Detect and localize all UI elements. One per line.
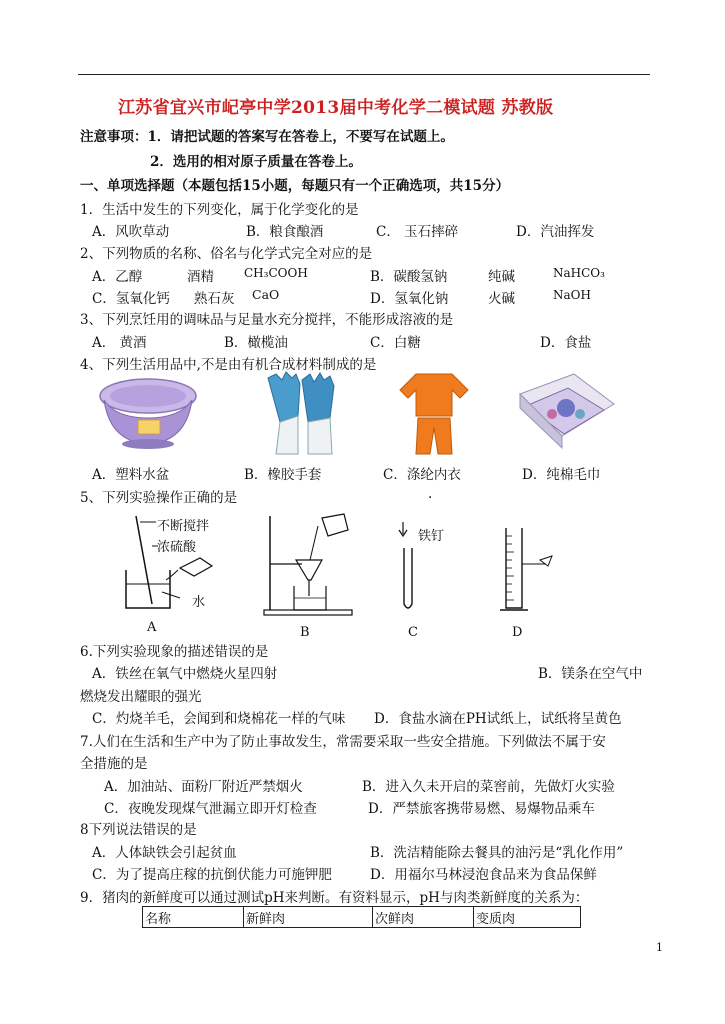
q4-option-c: C．涤纶内衣 xyxy=(383,467,461,483)
q8-option-a: A．人体缺铁会引起贫血 xyxy=(92,845,237,861)
question-7-stem: 7.人们在生活和生产中为了防止事故发生，常需要采取一些安全措施。下列做法不属于安 xyxy=(80,734,606,750)
question-2-stem: 2、下列物质的名称、俗名与化学式完全对应的是 xyxy=(80,246,373,262)
q4-option-d: D．纯棉毛巾 xyxy=(522,467,601,483)
plastic-basin-image xyxy=(98,374,198,452)
cotton-towel-image xyxy=(516,370,616,456)
polyester-underwear-image xyxy=(396,370,472,456)
table-header-cell: 名称 xyxy=(143,907,244,928)
q2-option-c-common: 熟石灰 xyxy=(194,291,235,307)
q2-option-d-name: D．氢氧化钠 xyxy=(370,291,449,307)
rubber-gloves-image xyxy=(262,370,342,456)
q2-option-b-formula: NaHCO₃ xyxy=(553,266,605,280)
q1-option-a: A．风吹草动 xyxy=(92,224,170,240)
q7-option-d: D．严禁旅客携带易燃、易爆物品乘车 xyxy=(368,801,595,817)
figure-label-d: D xyxy=(512,625,523,640)
figure-label-c: C xyxy=(408,625,418,640)
question-9-stem: 9．猪肉的新鲜度可以通过测试pH来判断。有资料显示，pH与肉类新鲜度的关系为： xyxy=(80,890,589,906)
q7-option-c: C．夜晚发现煤气泄漏立即开灯检查 xyxy=(104,801,317,817)
q6-option-d: D．食盐水滴在PH试纸上，试纸将呈黄色 xyxy=(374,711,622,727)
q3-option-c: C．白糖 xyxy=(370,335,421,351)
q8-option-c: C．为了提高庄稼的抗倒伏能力可施钾肥 xyxy=(92,867,332,883)
question-5-stem: 5、下列实验操作正确的是 xyxy=(80,490,238,506)
label-concentrated-acid: 浓硫酸 xyxy=(157,540,197,555)
section-heading: 一、单项选择题（本题包括15小题，每题只有一个正确选项，共15分） xyxy=(80,178,510,194)
q7-option-b: B．进入久未开启的菜窖前，先做灯火实验 xyxy=(362,779,615,795)
ph-freshness-table xyxy=(142,906,581,928)
question-4-stem: 4、下列生活用品中,不是由有机合成材料制成的是 xyxy=(80,357,377,373)
q6-option-b: B．镁条在空气中 xyxy=(538,666,643,682)
figure-label-b: B xyxy=(300,625,310,640)
q2-option-a-common: 酒精 xyxy=(187,269,214,285)
question-8-stem: 8下列说法错误的是 xyxy=(80,822,197,838)
q1-option-d: D．汽油挥发 xyxy=(516,224,595,240)
table-row xyxy=(143,907,581,928)
q2-option-b-name: B．碳酸氢钠 xyxy=(370,269,448,285)
q6-option-b-continued: 燃烧发出耀眼的强光 xyxy=(80,689,202,705)
q4-option-a: A．塑料水盆 xyxy=(92,467,170,483)
question-3-stem: 3、下列烹饪用的调味品与足量水充分搅拌，不能形成溶液的是 xyxy=(80,312,454,328)
q4-option-b: B．橡胶手套 xyxy=(244,467,322,483)
notice-line-1: 注意事项：1．请把试题的答案写在答卷上，不要写在试题上。 xyxy=(80,129,454,145)
q6-option-a: A．铁丝在氧气中燃烧火星四射 xyxy=(92,666,278,682)
question-7-stem-continued: 全措施的是 xyxy=(80,756,148,772)
q3-option-a: A． 黄酒 xyxy=(92,335,147,351)
table-header-cell: 次鲜肉 xyxy=(373,907,474,928)
q2-option-a-name: A．乙醇 xyxy=(92,269,143,285)
q2-option-d-formula: NaOH xyxy=(553,288,591,302)
q2-option-a-formula: CH₃COOH xyxy=(244,266,308,280)
q6-option-c: C．灼烧羊毛，会闻到和烧棉花一样的气味 xyxy=(92,711,346,727)
test-tube-apparatus-c xyxy=(398,520,418,614)
q2-option-d-common: 火碱 xyxy=(488,291,515,307)
q2-option-c-name: C．氢氧化钙 xyxy=(92,291,170,307)
page-title: 江苏省宜兴市屺亭中学2013届中考化学二模试题 苏教版 xyxy=(118,98,554,118)
q1-option-c: C． 玉石摔碎 xyxy=(376,224,459,240)
figure-label-a: A xyxy=(147,620,157,635)
q8-option-d: D．用福尔马林浸泡食品来为食品保鲜 xyxy=(370,867,597,883)
question-6-stem: 6.下列实验现象的描述错误的是 xyxy=(80,644,269,660)
label-stirring: 不断搅拌 xyxy=(157,519,210,534)
table-header-cell: 变质肉 xyxy=(474,907,581,928)
q5-dot: . xyxy=(428,486,433,502)
q2-option-b-common: 纯碱 xyxy=(488,269,515,285)
question-1-stem: 1．生活中发生的下列变化，属于化学变化的是 xyxy=(80,202,359,218)
header-rule xyxy=(78,74,650,75)
q2-option-c-formula: CaO xyxy=(252,287,280,302)
q1-option-b: B．粮食酿酒 xyxy=(246,224,324,240)
measuring-cylinder-apparatus-d xyxy=(496,524,560,620)
q7-option-a: A．加油站、面粉厂附近严禁烟火 xyxy=(104,779,303,795)
q3-option-b: B．橄榄油 xyxy=(224,335,288,351)
q8-option-b: B．洗洁精能除去餐具的油污是“乳化作用” xyxy=(370,845,624,861)
notice-line-2: 2．选用的相对原子质量在答卷上。 xyxy=(150,154,362,170)
filtration-apparatus-b xyxy=(258,512,358,618)
label-iron-nail: 铁钉 xyxy=(418,529,445,544)
page-number: 1 xyxy=(656,941,663,954)
label-water: 水 xyxy=(192,595,206,610)
q3-option-d: D．食盐 xyxy=(540,335,592,351)
table-header-cell: 新鲜肉 xyxy=(244,907,373,928)
